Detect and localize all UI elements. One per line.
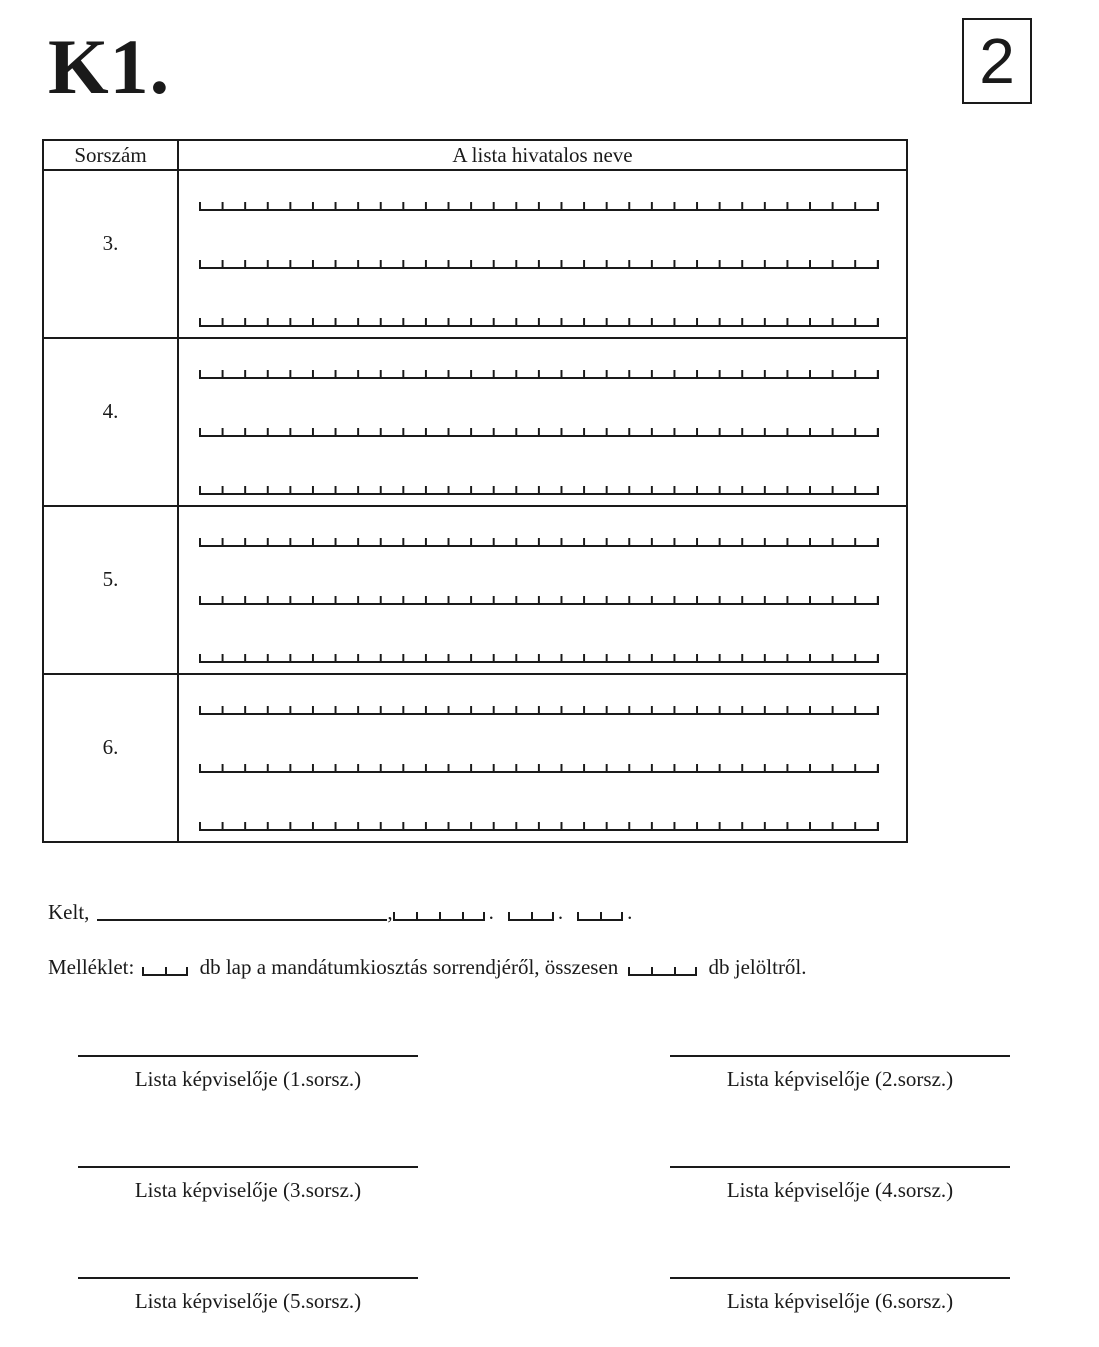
row-number: 4. — [43, 338, 178, 506]
character-entry-line[interactable] — [199, 592, 879, 605]
table-row — [43, 170, 907, 338]
year-field[interactable] — [393, 911, 485, 921]
dot-separator: . — [488, 900, 494, 924]
character-entry-line[interactable] — [199, 482, 879, 495]
table-header-row — [43, 140, 907, 170]
table-row — [43, 338, 907, 506]
row-number: 6. — [43, 674, 178, 842]
kelt-label: Kelt, — [48, 900, 90, 924]
signature-block-3 — [78, 1166, 418, 1203]
signature-block-4 — [670, 1166, 1010, 1203]
signature-line[interactable] — [670, 1166, 1010, 1178]
sheet-count-field[interactable] — [142, 966, 188, 976]
character-entry-line[interactable] — [199, 534, 879, 547]
signature-block-6 — [670, 1277, 1010, 1314]
row-number: 5. — [43, 506, 178, 674]
column-header-name: A lista hivatalos neve — [178, 140, 907, 170]
list-name-cell — [178, 338, 907, 506]
table-row — [43, 674, 907, 842]
list-name-cell — [178, 506, 907, 674]
signature-block-1 — [78, 1055, 418, 1092]
list-table — [42, 139, 908, 843]
list-name-cell — [178, 170, 907, 338]
character-entry-line[interactable] — [199, 760, 879, 773]
page-number-box: 2 — [962, 18, 1032, 104]
day-field[interactable] — [577, 911, 623, 921]
character-entry-line[interactable] — [199, 702, 879, 715]
date-place-line — [48, 900, 632, 925]
comma-separator: , — [387, 900, 393, 924]
character-entry-line[interactable] — [199, 198, 879, 211]
signature-label: Lista képviselője (3.sorsz.) — [134, 1178, 362, 1202]
character-entry-line[interactable] — [199, 314, 879, 327]
character-entry-line[interactable] — [199, 366, 879, 379]
signature-label: Lista képviselője (2.sorsz.) — [726, 1067, 954, 1091]
signature-block-5 — [78, 1277, 418, 1314]
signature-block-2 — [670, 1055, 1010, 1092]
signature-line[interactable] — [670, 1277, 1010, 1289]
form-code: K1. — [48, 23, 171, 110]
signature-label: Lista képviselője (5.sorsz.) — [134, 1289, 362, 1313]
candidate-count-field[interactable] — [628, 966, 697, 976]
character-entry-line[interactable] — [199, 424, 879, 437]
signature-label: Lista képviselője (6.sorsz.) — [726, 1289, 954, 1313]
signature-line[interactable] — [670, 1055, 1010, 1067]
place-field[interactable] — [97, 911, 387, 921]
attachment-line — [48, 955, 807, 980]
month-field[interactable] — [508, 911, 554, 921]
column-header-number: Sorszám — [43, 140, 178, 170]
melleklet-text1: db lap a mandátumkiosztás sorrendjéről, összesen — [199, 955, 619, 979]
character-entry-line[interactable] — [199, 818, 879, 831]
signature-line[interactable] — [78, 1166, 418, 1178]
signature-label: Lista képviselője (1.sorsz.) — [134, 1067, 362, 1091]
character-entry-line[interactable] — [199, 650, 879, 663]
character-entry-line[interactable] — [199, 256, 879, 269]
signature-label: Lista képviselője (4.sorsz.) — [726, 1178, 954, 1202]
dot-separator: . — [627, 900, 633, 924]
melleklet-text2: db jelöltről. — [708, 955, 807, 979]
dot-separator: . — [557, 900, 564, 924]
list-name-cell — [178, 674, 907, 842]
signature-line[interactable] — [78, 1277, 418, 1289]
row-number: 3. — [43, 170, 178, 338]
table-row — [43, 506, 907, 674]
signature-line[interactable] — [78, 1055, 418, 1067]
melleklet-label: Melléklet: — [48, 955, 135, 979]
